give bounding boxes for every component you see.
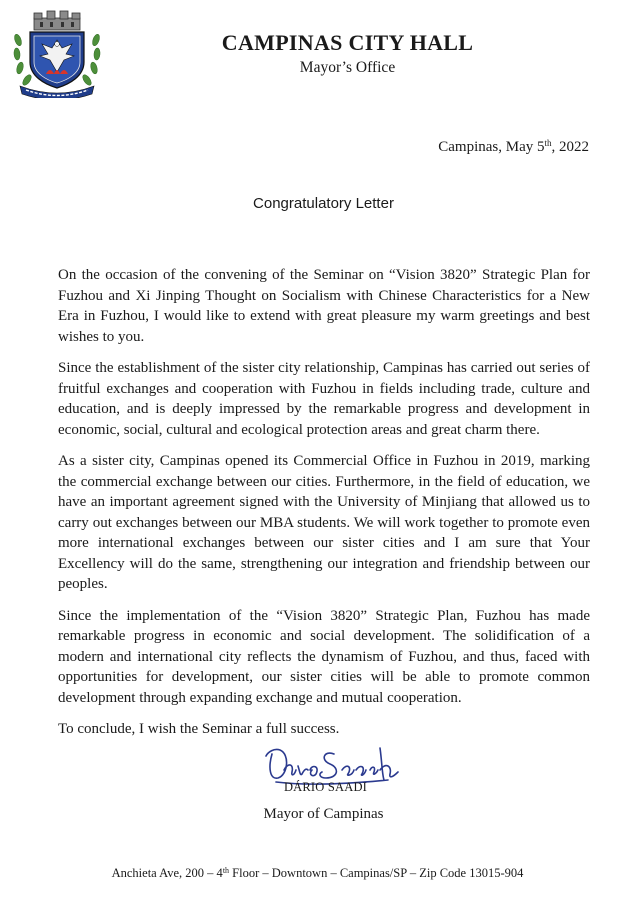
signatory-name: DÁRIO SAADI	[283, 780, 368, 794]
footer-address	[0, 866, 635, 881]
letter-body	[58, 265, 590, 751]
paragraph-commercial-office: As a sister city, Campinas opened its Commercial Office in Fuzhou in 2019, marking the commercial exchange between our cities. Furthermore, in the field of education, we have an important agreement signed with the University of Minjiang that allowed us to carry out exchanges between our MBA students. We will work together to promote even more international exchanges between our sister cities and I am sure that Your Excellency will do the same, strengthening our integration and friendship between our peoples.	[58, 453, 590, 592]
city-hall-title: CAMPINAS CITY HALL	[221, 30, 474, 55]
footer-address-start: Anchieta Ave, 200 – 4	[111, 866, 223, 880]
letter-subject: Congratulatory Letter	[253, 195, 394, 212]
date-year: , 2022	[551, 139, 589, 155]
signatory-role: Mayor of Campinas	[263, 806, 384, 822]
date-main: Campinas, May 5	[438, 139, 545, 155]
date-ordinal: th	[544, 138, 552, 148]
paragraph-conclusion: To conclude, I wish the Seminar a full success.	[58, 721, 340, 737]
paragraph-relationship: Since the establishment of the sister city relationship, Campinas has carried out series of fruitful exchanges and cooperation with Fuzhou in fields including trade, culture and education, and is deeply impressed by the remarkable progress and development in economic, social, cultural and ecological protection areas and great charm there.	[58, 360, 590, 438]
paragraph-greeting: On the occasion of the convening of the Seminar on “Vision 3820” Strategic Plan for Fuzhou and Xi Jinping Thought on Socialism with Chinese Characteristics for a New Era in Fuzhou, I would like to extend with great pleasure my warm greetings and best wishes to you.	[58, 267, 590, 345]
letter-date	[438, 138, 589, 156]
footer-floor-ordinal: th	[222, 866, 230, 875]
office-subtitle: Mayor’s Office	[299, 59, 396, 76]
paragraph-vision-3820: Since the implementation of the “Vision 3820” Strategic Plan, Fuzhou has made remarkable progress in economic and social development. The solidification of a modern and international city reflects the dynamism of Fuzhou, and thus, faced with opportunities for development, our sister cities will be able to promote common development through expanding exchange and mutual cooperation.	[58, 607, 590, 706]
footer-address-end: Floor – Downtown – Campinas/SP – Zip Code 13015-904	[229, 866, 524, 880]
